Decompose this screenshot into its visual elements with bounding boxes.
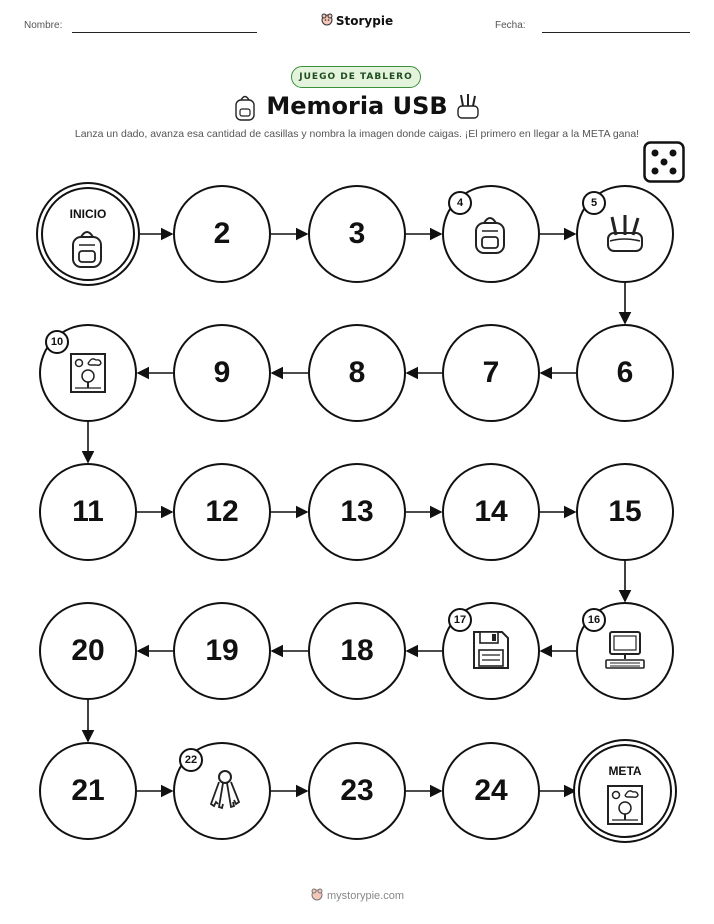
cell-number: 21: [71, 774, 105, 807]
cell-number-tag: 4: [448, 191, 472, 215]
cell-number: 2: [213, 217, 231, 250]
board-cell-14: [442, 463, 540, 561]
board-cell-22: [173, 742, 271, 840]
board-cell-20: [39, 602, 137, 700]
cell-number: 15: [608, 495, 642, 528]
board-cell-5: [576, 185, 674, 283]
cell-number-tag: 22: [179, 748, 203, 772]
goal-label: META: [608, 764, 642, 778]
game-type-badge: JUEGO DE TABLERO: [291, 66, 421, 88]
cell-number: 14: [474, 495, 508, 528]
board-cell-9: [173, 324, 271, 422]
cell-number-tag: 5: [582, 191, 606, 215]
board-cell-10: [39, 324, 137, 422]
footer-url: mystorypie.com: [326, 890, 405, 902]
board-cell-15: [576, 463, 674, 561]
board-cell-18: [308, 602, 406, 700]
board-cell-3: [308, 185, 406, 283]
cell-number: 3: [348, 217, 366, 250]
cell-number: 7: [482, 356, 500, 389]
cell-number: 24: [474, 774, 508, 807]
brand-name: Storypie: [335, 14, 394, 28]
board-cell-23: [308, 742, 406, 840]
cell-number-tag: 16: [582, 608, 606, 632]
page-title: Memoria USB: [266, 92, 448, 120]
floppy-disk-icon: [470, 628, 512, 672]
board-cell-12: [173, 463, 271, 561]
board-cell-13: [308, 463, 406, 561]
cell-number: 18: [340, 634, 374, 667]
start-label: INICIO: [69, 207, 107, 221]
cell-number: 13: [340, 495, 374, 528]
storypie-logo-icon: [310, 888, 324, 902]
cell-number: 11: [72, 495, 104, 528]
cell-number: 12: [205, 495, 239, 528]
board-cell-25: [578, 744, 672, 838]
backpack-icon: [470, 211, 512, 255]
board-cell-2: [173, 185, 271, 283]
board-cell-16: [576, 602, 674, 700]
keys-icon: [201, 768, 243, 812]
board-cell-7: [442, 324, 540, 422]
board-cell-19: [173, 602, 271, 700]
landscape-picture-icon: [604, 782, 646, 826]
cell-number: 20: [71, 634, 105, 667]
cell-number: 8: [348, 356, 366, 389]
board-cell-1: [41, 187, 135, 281]
computer-icon: [604, 628, 646, 672]
cell-number-tag: 10: [45, 330, 69, 354]
instructions: Lanza un dado, avanza esa cantidad de casillas y nombra la imagen donde caigas. ¡El primero en llegar a la META gana!: [74, 128, 640, 140]
board-cell-24: [442, 742, 540, 840]
cell-number: 6: [616, 356, 634, 389]
board-cell-6: [576, 324, 674, 422]
date-label: Fecha:: [495, 20, 526, 31]
cell-number: 23: [340, 774, 374, 807]
landscape-picture-icon: [67, 350, 109, 394]
board-cell-8: [308, 324, 406, 422]
cell-number: 19: [205, 634, 239, 667]
board-cell-17: [442, 602, 540, 700]
name-label: Nombre:: [24, 20, 63, 31]
pencil-case-icon: [604, 211, 646, 255]
board-cell-21: [39, 742, 137, 840]
footer: [0, 888, 714, 902]
cell-number-tag: 17: [448, 608, 472, 632]
backpack-icon: [67, 225, 109, 269]
board-cell-4: [442, 185, 540, 283]
cell-number: 9: [213, 356, 231, 389]
board-cell-11: [39, 463, 137, 561]
